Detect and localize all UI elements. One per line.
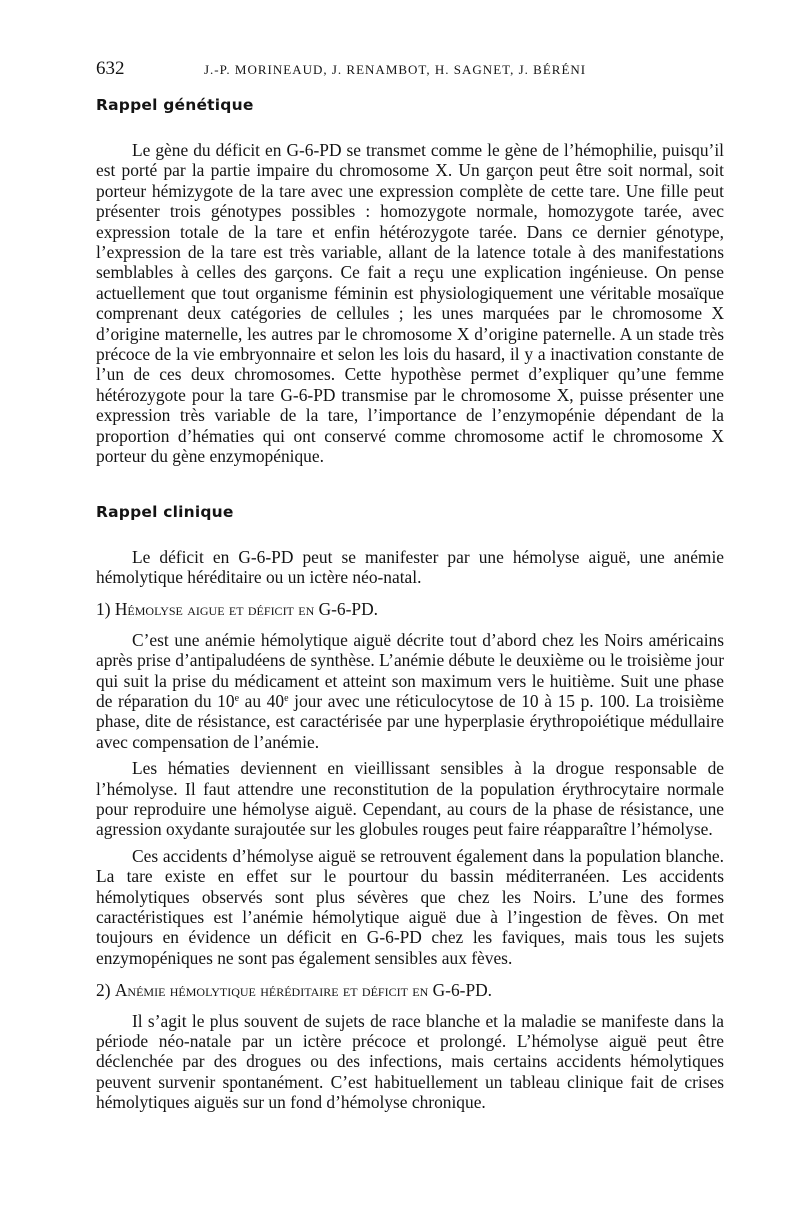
subheading-hemolyse-aigue [96,599,724,619]
running-head [96,58,724,88]
subheading-title: Anémie hémolytique héréditaire et déficit en G-6-PD. [114,980,493,1001]
paragraph-genetique: Le gène du déficit en G-6-PD se transmet comme le gène de l’hémophilie, puisqu’il est porté par la partie impaire du chromosome X. Un garçon peut être soit normal, soit porteur hémizygote de la tare avec une expression complète de cette tare. Une fille peut présenter trois génotypes possibles : homozygote normale, homozygote tarée, avec expression totale de la tare et enfin hétérozygote tarée. Dans ce dernier génotype, l’expression de la tare est très variable, allant de la latence totale à des manifestations semblables à celles des garçons. Ce fait a reçu une explication ingénieuse. On pense actuellement que tout organisme féminin est physiologiquement une véritable mosaïque comprenant deux catégories de cellules ; les unes marquées par le chromosome X d’origine maternelle, les autres par le chromosome X d’origine paternelle. A un stade très précoce de la vie embryonnaire et selon les lois du hasard, il y a inactivation constante de l’un de ces deux chromosomes. Cette hypothèse permet d’expliquer qu’une femme hétérozygote pour la tare G-6-PD transmise par le chromosome X, puisse présenter une expression très variable de la tare, l’importance de l’enzymopénie dépendant de la proportion d’hématies qui ont conservé comme chromosome actif le chromosome X porteur du gène enzymopénique. [96,140,724,467]
subheading-anemie-hereditaire [96,980,724,1000]
subheading-title: Hémolyse aigue et déficit en G-6-PD. [114,599,378,620]
page-content [96,58,724,1113]
text-run: au 40 [239,690,285,711]
running-head-authors: J.-P. MORINEAUD, J. RENAMBOT, H. SAGNET, J. BÉRÉNI [204,62,587,77]
paragraph-hemolyse-1 [96,630,724,752]
paragraph-hemolyse-3: Ces accidents d’hémolyse aiguë se retrouvent également dans la population blanche. La tare existe en effet sur le pourtour du bassin méditerranéen. Les accidents hémolytiques observés sont plus sévères que chez les Noirs. L’une des formes caractéristiques est l’anémie hémolytique aiguë due à l’ingestion de fèves. On met toujours en évidence un déficit en G-6-PD chez les faviques, mais tous les sujets enzymopéniques ne sont pas également sensibles aux fèves. [96,845,724,968]
paragraph-hemolyse-2: Les hématies deviennent en vieillissant sensibles à la drogue responsable de l’hémolyse. Il faut attendre une reconstitution de la population érythrocytaire normale pour reproduire une hémolyse aiguë. Cependant, au cours de la phase de résistance, une agression oxydante surajoutée sur les globules rouges peut faire réapparaître l’hémolyse. [96,758,724,840]
superscript-e: e [284,692,289,704]
text-run: C’est une anémie hémolytique aiguë décrite tout d’abord chez les Noirs américains après prise d’antipaludéens de synthèse. L’anémie débute le deuxième ou le troisième jour qui suit la prise du médicament et atteint son maximum vers le huitième. Suit une phase de réparation du 10 [96,629,724,711]
heading-rappel-clinique: Rappel clinique [96,502,234,521]
page-number: 632 [96,58,125,79]
subheading-number: 2) [96,980,115,1001]
paragraph-clinique-intro: Le déficit en G-6-PD peut se manifester par une hémolyse aiguë, une anémie hémolytique héréditaire ou un ictère néo-natal. [96,546,724,587]
subheading-number: 1) [96,599,115,620]
heading-rappel-genetique: Rappel génétique [96,96,254,114]
paragraph-anemie-1: Il s’agit le plus souvent de sujets de race blanche et la maladie se manifeste dans la période néo-natale par un ictère précoce et prolongé. L’hémolyse aiguë peut être déclenchée par des drogues ou des infections, mais certains accidents hémolytiques peuvent survenir spontanément. C’est habituellement un tableau clinique fait de crises hémolytiques aiguës sur un fond d’hémolyse chronique. [96,1010,724,1113]
text-run: jour avec une réticulocytose de 10 à 15 p. 100. La troisième phase, dite de résistance, est caractérisée par une hyperplasie érythropoiétique médullaire avec compensation de l’anémie. [96,690,724,752]
superscript-e: e [234,692,240,704]
